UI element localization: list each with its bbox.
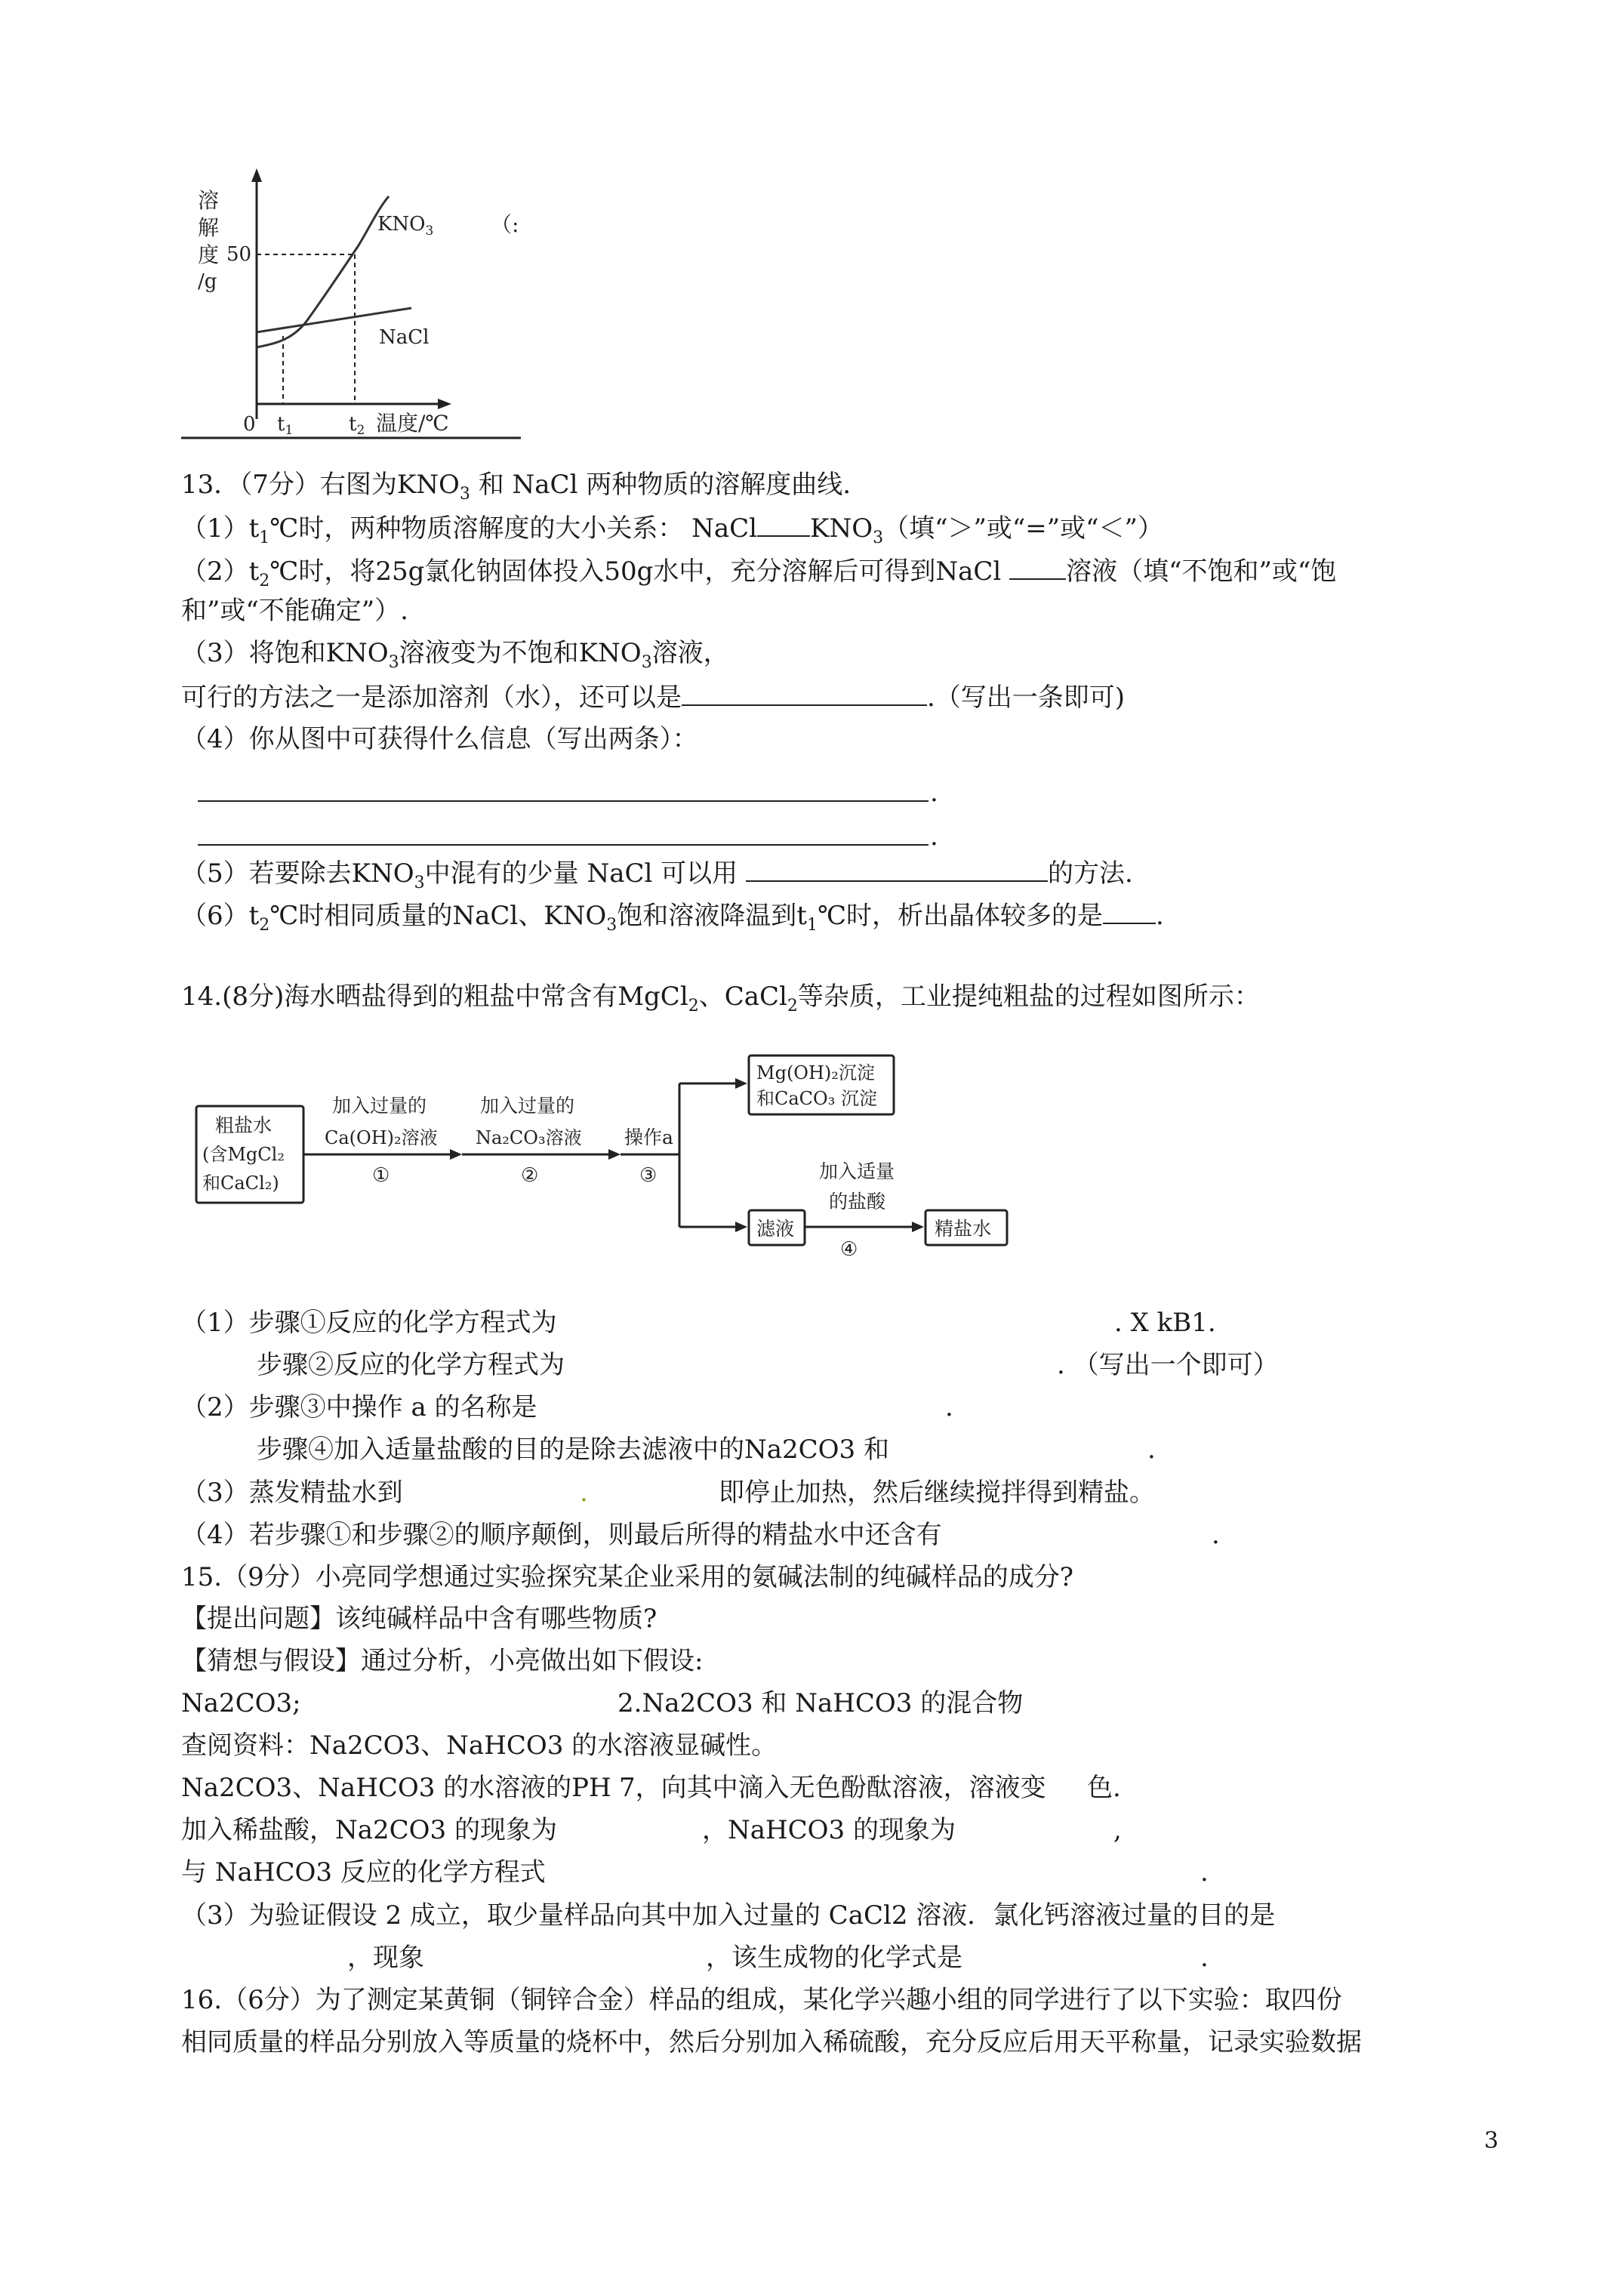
q13-part4-dot2: . — [930, 821, 938, 852]
q15-part3-d: . — [1200, 1943, 1209, 1973]
flow-final-label: 精盐水 — [935, 1218, 992, 1240]
flow-filtrate-label: 滤液 — [756, 1218, 795, 1240]
q13-answer-line-4b[interactable] — [198, 844, 929, 846]
q14-part4: （4）若步骤①和步骤②的顺序颠倒，则最后所得的精盐水中还含有 — [181, 1520, 942, 1550]
solubility-graph — [181, 162, 536, 449]
q14-part1-b-end: . （写出一个即可） — [1057, 1350, 1279, 1380]
flow-step2-num: ② — [521, 1164, 539, 1187]
graph-kno3-curve — [257, 196, 389, 347]
flow-arrow3-label: 操作a — [624, 1126, 673, 1148]
q14-part2-b-end: . — [1147, 1435, 1156, 1465]
flow-arrow1-label-top: 加入过量的 — [332, 1095, 427, 1117]
q13-answer-blank-6[interactable] — [1103, 897, 1156, 924]
q15-line2-c: , — [1113, 1815, 1122, 1845]
flow-step4-num: ④ — [840, 1238, 858, 1261]
q15-reference: 查阅资料：Na2CO3、NaHCO3 的水溶液显碱性。 — [181, 1730, 778, 1761]
q15-question: 【提出问题】该纯碱样品中含有哪些物质? — [181, 1604, 658, 1634]
q14-part1-end: . X kB1. — [1114, 1308, 1216, 1338]
graph-ylabel-1: 溶 — [198, 188, 220, 213]
q15-line1: Na2CO3、NaHCO3 的水溶液的PH — [181, 1773, 611, 1803]
graph-nacl-label: NaCl — [379, 326, 430, 349]
flow-arrow2-label-top: 加入过量的 — [480, 1095, 575, 1117]
graph-t2: t2 — [349, 413, 365, 438]
flow-precipitate-line1: Mg(OH)₂沉淀 — [756, 1062, 875, 1083]
q13-part1: $(1)t_1℃$时，两种物质溶解度的大小关系： NaCl $KNO_3$（填“＞”或“=”或“＜”） — [181, 510, 1163, 545]
flow-box1-line2: (含MgCl₂ — [202, 1144, 285, 1165]
graph-t1: t1 — [277, 413, 294, 438]
q13-answer-blank-3[interactable] — [682, 679, 927, 706]
flow-arrow4-label-1: 加入适量 — [819, 1160, 895, 1182]
q14-part3-dot: . — [580, 1478, 588, 1508]
q15-hypothesis-2: 2.Na2CO3 和 NaHCO3 的混合物 — [617, 1688, 1024, 1718]
q16-line2: 相同质量的样品分别放入等质量的烧杯中，然后分别加入稀硫酸，充分反应后用天平称量，记录实验数据 — [181, 2027, 1362, 2057]
flow-arrow2-label-mid: Na₂CO₃溶液 — [476, 1127, 582, 1148]
q15-part3: （3）为验证假设 2 成立，取少量样品向其中加入过量的 CaCl2 溶液．氯化钙溶液过量的目的是 — [181, 1900, 1276, 1931]
q13-part6: $(6)t_2℃$时相同质量的NaCl、$KNO_3$饱和溶液降温到$t_1℃$时，析出晶体较多的是 . — [181, 897, 1164, 932]
q13-part2: $(2)t_2℃$时，将25g氯化钠固体投入50g水中，充分溶解后可得到NaCl 溶液（填“不饱和”或“饱 — [181, 553, 1336, 588]
q16-line1: 16.（6分）为了测定某黄铜（铜锌合金）样品的组成，某化学兴趣小组的同学进行了以下实验：取四份 — [181, 1985, 1342, 2015]
q15-line2: 加入稀盐酸，Na2CO3 的现象为 — [181, 1815, 557, 1845]
flow-arrow4-label-2: 的盐酸 — [829, 1191, 886, 1213]
flow-precipitate-line2: 和CaCO₃ 沉淀 — [756, 1088, 877, 1109]
q13-part4-dot1: . — [930, 778, 938, 808]
q15-line1-c: 色. — [1087, 1773, 1121, 1803]
q14-part2: （2）步骤③中操作 a 的名称是 — [181, 1392, 537, 1422]
flow-arrow1-label-mid: Ca(OH)₂溶液 — [325, 1127, 438, 1148]
q14-part4-end: . — [1212, 1520, 1220, 1550]
q13-intro: 13．（7分）右图为$KNO_3$ 和 NaCl 两种物质的溶解度曲线. — [181, 470, 852, 504]
graph-y-arrow — [251, 168, 262, 182]
q15-hypothesis-1: Na2CO3; — [181, 1688, 301, 1718]
q14-intro: 14.(8分)海水晒盐得到的粗盐中常含有MgCl$_2$、CaCl$_2$等杂质，工业提纯粗盐的过程如图所示： — [181, 982, 1260, 1015]
q15-line3: 与 NaHCO3 反应的化学方程式 — [181, 1857, 546, 1888]
q14-part2-end: . — [945, 1392, 953, 1422]
purification-flowchart — [189, 1053, 1019, 1265]
q14-part3-end: 即停止加热，然后继续搅拌得到精盐。 — [719, 1478, 1155, 1508]
graph-cut-paren: （: — [491, 212, 519, 237]
q15-part3-b: ，现象 — [347, 1943, 424, 1973]
graph-x-arrow — [438, 399, 451, 409]
q13-answer-blank-5[interactable] — [746, 855, 1048, 882]
graph-kno3-label: $KNO_3$ — [377, 213, 434, 239]
q13-part4: （4）你从图中可获得什么信息（写出两条）： — [181, 724, 698, 754]
graph-xlabel: 温度/℃ — [376, 411, 449, 436]
graph-ylabel-3: 度 — [198, 242, 220, 267]
q13-answer-line-4a[interactable] — [198, 800, 929, 802]
q15-line2-b: ，NaHCO3 的现象为 — [702, 1815, 956, 1845]
q13-answer-blank-2[interactable] — [1009, 553, 1066, 580]
q15-intro: 15.（9分）小亮同学想通过实验探究某企业采用的氨碱法制的纯碱样品的成分? — [181, 1562, 1073, 1592]
graph-x0: 0 — [243, 413, 256, 436]
flow-step1-num: ① — [372, 1164, 390, 1187]
q13-part3: （3）将饱和$KNO_3$溶液变为不饱和$KNO_3$溶液， — [181, 638, 729, 672]
q14-part1-b: 步骤②反应的化学方程式为 — [257, 1350, 565, 1380]
q13-part3-cont: 可行的方法之一是添加溶剂（水），还可以是 .（写出一条即可) — [181, 679, 1125, 714]
q15-part3-c: ，该生成物的化学式是 — [706, 1943, 962, 1973]
q14-part2-b: 步骤④加入适量盐酸的目的是除去滤液中的Na2CO3 和 — [257, 1435, 889, 1465]
q13-part5: （5）若要除去$KNO_3$中混有的少量 NaCl 可以用 的方法. — [181, 855, 1133, 890]
q14-part3: （3）蒸发精盐水到 — [181, 1478, 403, 1508]
q15-hypothesis: 【猜想与假设】通过分析，小亮做出如下假设: — [181, 1646, 704, 1676]
q15-line3-end: . — [1200, 1857, 1209, 1888]
graph-ylabel-4: /g — [198, 270, 217, 293]
graph-y50: 50 — [226, 243, 252, 266]
graph-ylabel-2: 解 — [198, 215, 220, 240]
page-number: 3 — [1484, 2128, 1499, 2154]
q13-part2-cont: 和”或“不能确定”）. — [181, 596, 408, 626]
q15-line1-b: 7，向其中滴入无色酚酞溶液，溶液变 — [619, 1773, 1046, 1803]
flow-step3-num: ③ — [639, 1164, 658, 1187]
q14-part1: （1）步骤①反应的化学方程式为 — [181, 1308, 557, 1338]
flow-box1-line3: 和CaCl₂) — [202, 1173, 279, 1194]
q13-answer-blank-1[interactable] — [757, 510, 810, 537]
flow-box1-line1: 粗盐水 — [215, 1114, 273, 1136]
